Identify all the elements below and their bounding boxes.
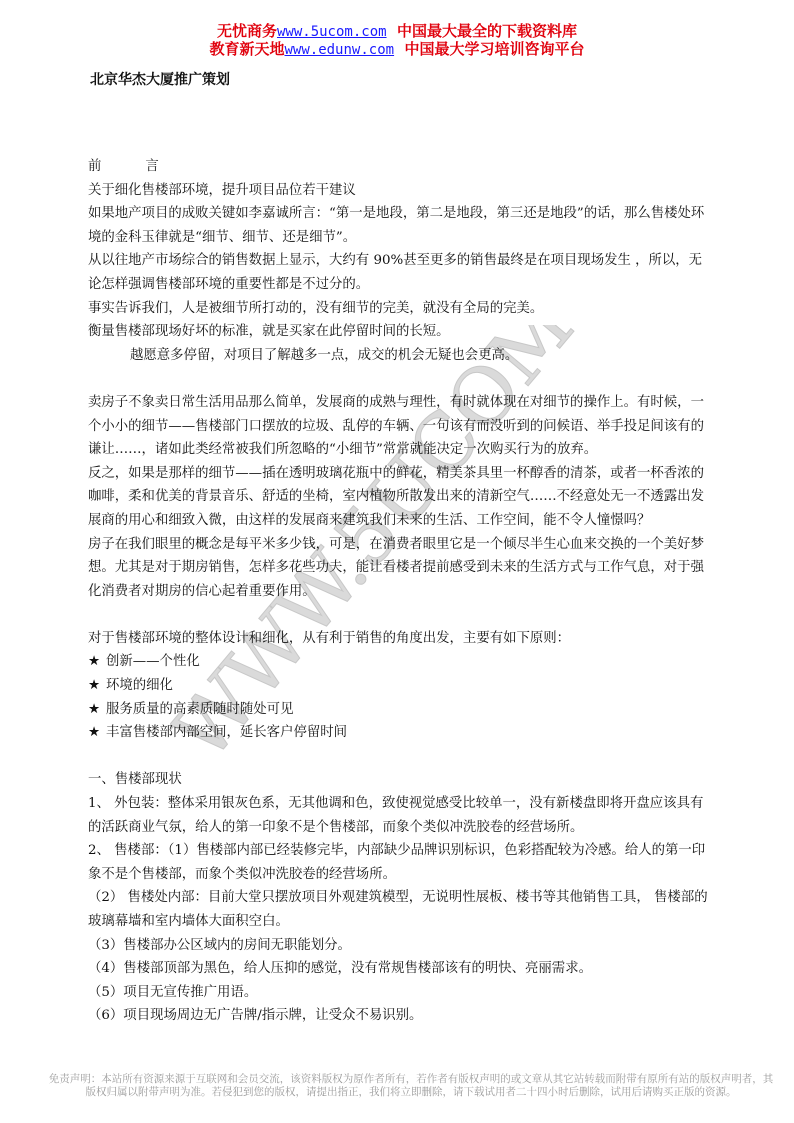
document-title: 北京华杰大厦推广策划 — [90, 72, 230, 88]
paragraph: 反之，如果是那样的细节——插在透明玻璃花瓶中的鲜花，精美茶具里一杯醇香的清茶，或者一杯香浓的咖啡，柔和优美的背景音乐、舒适的坐椅，室内植物所散发出来的清新空气……不经意处无一不透露出发展商的用心和细致入微，由这样的发展商来建筑我们未来的生活、工作空间，能不令人憧憬吗？ — [88, 465, 704, 528]
star-icon: ★ — [88, 654, 101, 670]
banner-slogan-1: 中国最大最全的下载资料库 — [397, 22, 578, 40]
banner-link-edunw[interactable]: www.edunw.com — [284, 42, 395, 58]
paragraph: 如果地产项目的成败关键如李嘉诚所言：“第一是地段，第二是地段，第三还是地段”的话，那么售楼处环境的金科玉律就是“细节、细节、还是细节”。 — [88, 206, 705, 245]
preface-heading — [88, 155, 708, 179]
principle-item: ★ 服务质量的高素质随时随处可见 — [88, 698, 708, 722]
principle-item: ★ 环境的细化 — [88, 674, 708, 698]
banner-slogan-2: 中国最大学习培训咨询平台 — [404, 40, 585, 58]
status-item: （4）售楼部顶部为黑色，给人压抑的感觉，没有常规售楼部该有的明快、亮丽需求。 — [88, 961, 592, 977]
preface-char-2: 言 — [145, 159, 159, 174]
status-item: （2） 售楼处内部：目前大堂只摆放项目外观建筑模型，无说明性展板、楼书等其他销售工具， 售楼部的玻璃幕墙和室内墙体大面积空白。 — [88, 890, 708, 929]
star-icon: ★ — [88, 678, 101, 694]
paragraph: 关于细化售楼部环境，提升项目品位若干建议 — [88, 182, 356, 198]
banner-brand-2: 教育新天地 — [209, 40, 285, 58]
principle-item: ★ 丰富售楼部内部空间，延长客户停留时间 — [88, 721, 708, 745]
banner-brand-1: 无忧商务 — [216, 22, 277, 40]
paragraph: 从以往地产市场综合的销售数据上显示，大约有 90%甚至更多的销售最终是在项目现场发生 ，所以，无论怎样强调售楼部环境的重要性都是不过分的。 — [88, 253, 703, 292]
status-item: （3）售楼部办公区域内的房间无职能划分。 — [88, 937, 351, 953]
paragraph: 越愿意多停留，对项目了解越多一点，成交的机会无疑也会更高。 — [130, 347, 519, 363]
paragraph: 衡量售楼部现场好坏的标准，就是买家在此停留时间的长短。 — [88, 324, 450, 340]
section-heading: 一、售楼部现状 — [88, 772, 182, 788]
paragraph: 卖房子不象卖日常生活用品那么简单，发展商的成熟与理性，有时就体现在对细节的操作上。有时候，一个小小的细节——售楼部门口摆放的垃圾、乱停的车辆、一句该有而没听到的问候语、举手投足间该有的谦让……，诸如此类经常被我们所忽略的“小细节”常常就能决定一次购买行为的放弃。 — [88, 394, 704, 458]
star-icon: ★ — [88, 701, 101, 717]
star-icon: ★ — [88, 725, 101, 741]
disclaimer-footer: 免责声明：本站所有资源来源于互联网和会员交流，该资料版权为原作者所有，若作者有版权声明的或文章从其它站转载而附带有原所有站的版权声明者，其版权归属以附带声明为准。若侵犯到您的版权，请提出指正，我们将立即删除，请下载试用者二十四小时后删除，试用后请购买正版的资源。 — [48, 1073, 774, 1098]
paragraph: 事实告诉我们，人是被细节所打动的，没有细节的完美，就没有全局的完美。 — [88, 300, 544, 316]
banner-line-2 — [0, 40, 794, 59]
banner-line-1 — [0, 22, 794, 41]
paragraph: 对于售楼部环境的整体设计和细化，从有利于销售的角度出发，主要有如下原则： — [88, 630, 571, 646]
status-item: 2、 售楼部：（1）售楼部内部已经装修完毕，内部缺少品牌识别标识，色彩搭配较为冷感。给人的第一印象不是个售楼部，而象个类似冲洗胶卷的经营场所。 — [88, 843, 706, 882]
banner-link-5ucom[interactable]: www.5ucom.com — [276, 24, 387, 40]
status-item: 1、 外包装：整体采用银灰色系，无其他调和色，致使视觉感受比较单一，没有新楼盘即将开盘应该具有的活跃商业气氛，给人的第一印象不是个售楼部，而象个类似冲洗胶卷的经营场所。 — [88, 796, 704, 835]
status-item: （6）项目现场周边无广告牌/指示牌，让受众不易识别。 — [88, 1008, 423, 1024]
watermark-text: WWW.5UCOM.COM — [170, 325, 690, 778]
principle-item: ★ 创新——个性化 — [88, 650, 708, 674]
document-body — [88, 155, 708, 1028]
status-item: （5）项目无宣传推广用语。 — [88, 984, 258, 1000]
paragraph: 房子在我们眼里的概念是每平米多少钱，可是，在消费者眼里它是一个倾尽半生心血来交换的一个美好梦想。尤其是对于期房销售，怎样多花些功夫，能让看楼者提前感受到未来的生活方式与工作气息，对于强化消费者对期房的信心起着重要作用。 — [88, 536, 704, 599]
preface-char-1: 前 — [88, 159, 102, 174]
